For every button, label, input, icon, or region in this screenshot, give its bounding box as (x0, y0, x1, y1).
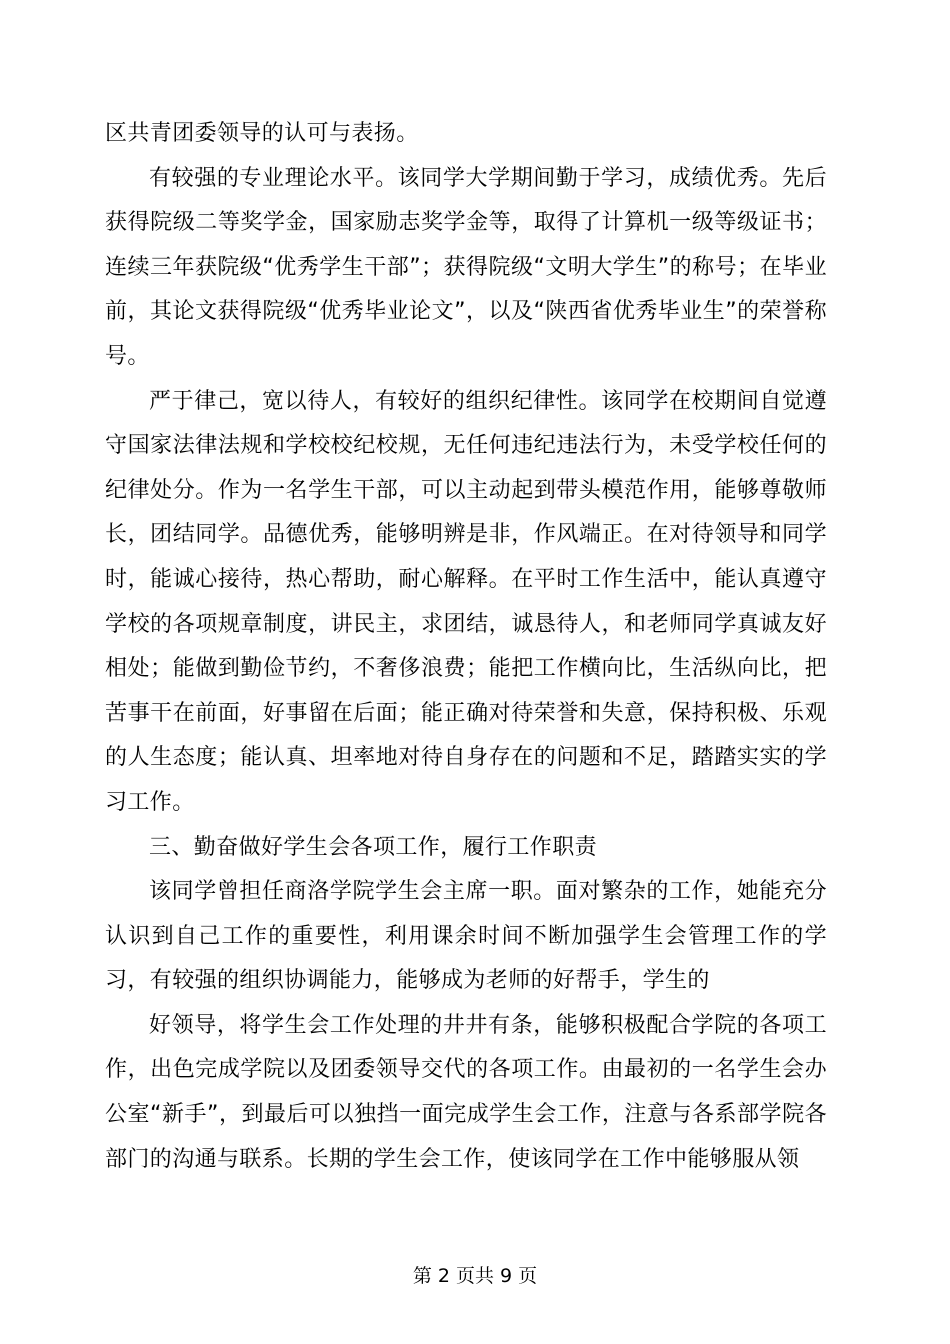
paragraph-student-union: 该同学曾担任商洛学院学生会主席一职。面对繁杂的工作，她能充分认识到自己工作的重要性，利用课余时间不断加强学生会管理工作的学习，有较强的组织协调能力，能够成为老师的好帮手，学生的 (105, 879, 827, 994)
paragraph-leadership: 好领导，将学生会工作处理的井井有条，能够积极配合学院的各项工作，出色完成学院以及团委领导交代的各项工作。由最初的一名学生会办公室“新手”，到最后可以独挡一面完成学生会工作，注意与各系部学院各部门的沟通与联系。长期的学生会工作，使该同学在工作中能够服从领 (105, 1012, 827, 1172)
paragraph-continuation: 区共青团委领导的认可与表扬。 (105, 121, 419, 146)
page-number: 第 2 页共 9 页 (412, 1265, 538, 1287)
paragraph-academic: 有较强的专业理论水平。该同学大学期间勤于学习，成绩优秀。先后获得院级二等奖学金，国家励志奖学金等，取得了计算机一级等级证书；连续三年获院级“优秀学生干部”；获得院级“文明大学生”的称号；在毕业前，其论文获得院级“优秀毕业论文”，以及“陕西省优秀毕业生”的荣誉称号。 (105, 165, 827, 369)
paragraph-discipline: 严于律己，宽以待人，有较好的组织纪律性。该同学在校期间自觉遵守国家法律法规和学校校纪校规，无任何违纪违法行为，未受学校任何的纪律处分。作为一名学生干部，可以主动起到带头模范作用，能够尊敬师长，团结同学。品德优秀，能够明辨是非，作风端正。在对待领导和同学时，能诚心接待，热心帮助，耐心解释。在平时工作生活中，能认真遵守学校的各项规章制度，讲民主，求团结，诚恳待人，和老师同学真诚友好相处；能做到勤俭节约，不奢侈浪费；能把工作横向比，生活纵向比，把苦事干在前面，好事留在后面；能正确对待荣誉和失意，保持积极、乐观的人生态度；能认真、坦率地对待自身存在的问题和不足，踏踏实实的学习工作。 (105, 388, 827, 815)
section-heading: 三、勤奋做好学生会各项工作，履行工作职责 (149, 834, 598, 860)
document-body (105, 112, 827, 1182)
